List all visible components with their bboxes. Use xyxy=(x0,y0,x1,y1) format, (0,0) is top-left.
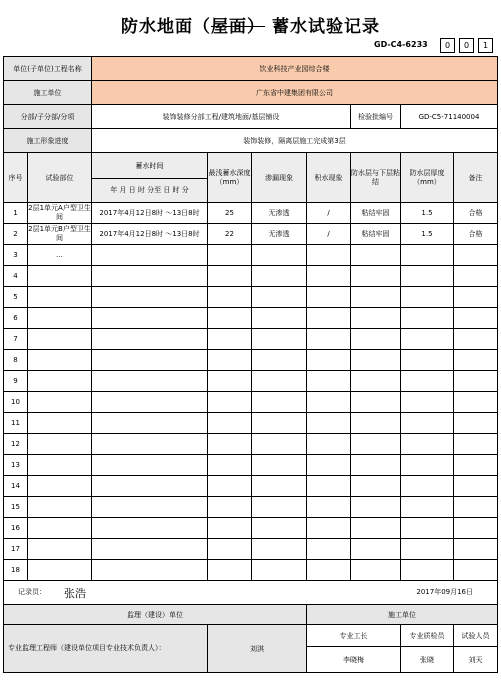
division-label: 分部/子分部/分项 xyxy=(4,105,92,129)
cell-time: 2017年4月12日8时 ～13日8时 xyxy=(92,224,208,245)
cell-leak xyxy=(252,539,307,560)
column-header-row xyxy=(4,153,498,179)
cell-time xyxy=(92,518,208,539)
cell-depth xyxy=(208,350,252,371)
table-row xyxy=(4,539,498,560)
col-depth: 最浅蓄水深度（mm） xyxy=(208,153,252,203)
table-row xyxy=(4,518,498,539)
supervisor-role: 专业监理工程师（建设单位项目专业技术负责人）： xyxy=(4,625,208,673)
cell-bond xyxy=(351,245,401,266)
cell-seq: 7 xyxy=(4,329,28,350)
table-row xyxy=(4,350,498,371)
table-row xyxy=(4,560,498,581)
cell-seq: 10 xyxy=(4,392,28,413)
cell-water xyxy=(307,434,351,455)
tester-label: 试验人员 xyxy=(454,625,498,647)
cell-leak xyxy=(252,329,307,350)
col-time: 蓄水时间 xyxy=(92,153,208,179)
cell-leak: 无渗透 xyxy=(252,224,307,245)
cell-remark xyxy=(454,371,498,392)
cell-location: 2层1单元B户型卫生间 xyxy=(28,224,92,245)
cell-thickness xyxy=(401,287,454,308)
supervisor-name: 刘淇 xyxy=(208,625,307,673)
construction-unit: 施工单位 xyxy=(307,605,498,625)
cell-bond xyxy=(351,329,401,350)
cell-depth xyxy=(208,245,252,266)
cell-location xyxy=(28,266,92,287)
table-row xyxy=(4,392,498,413)
cell-thickness xyxy=(401,455,454,476)
cell-thickness xyxy=(401,560,454,581)
cell-water xyxy=(307,413,351,434)
table-row xyxy=(4,287,498,308)
contractor-value: 广东省中建集团有限公司 xyxy=(92,81,498,105)
cell-remark xyxy=(454,329,498,350)
cell-seq: 3 xyxy=(4,245,28,266)
cell-location: 2层1单元A户型卫生间 xyxy=(28,203,92,224)
cell-depth xyxy=(208,266,252,287)
record-date: 2017年09月16日 xyxy=(416,588,474,596)
cell-water xyxy=(307,476,351,497)
cell-thickness xyxy=(401,476,454,497)
cell-depth xyxy=(208,476,252,497)
cell-seq: 4 xyxy=(4,266,28,287)
col-bond: 防水层与下层粘结 xyxy=(351,153,401,203)
cell-location xyxy=(28,476,92,497)
cell-thickness: 1.5 xyxy=(401,203,454,224)
recorder-name: 张浩 xyxy=(64,587,86,600)
cell-remark: 合格 xyxy=(454,224,498,245)
record-table xyxy=(3,56,498,673)
cell-water xyxy=(307,539,351,560)
cell-seq: 13 xyxy=(4,455,28,476)
cell-time xyxy=(92,392,208,413)
col-remark: 备注 xyxy=(454,153,498,203)
cell-water xyxy=(307,266,351,287)
cell-time xyxy=(92,497,208,518)
cell-bond xyxy=(351,413,401,434)
foreman-label: 专业工长 xyxy=(307,625,401,647)
footer-role-row xyxy=(4,625,498,647)
cell-bond xyxy=(351,392,401,413)
cell-leak xyxy=(252,287,307,308)
cell-depth xyxy=(208,497,252,518)
cell-water xyxy=(307,560,351,581)
cell-seq: 11 xyxy=(4,413,28,434)
col-seq: 序号 xyxy=(4,153,28,203)
cell-remark xyxy=(454,476,498,497)
cell-location xyxy=(28,350,92,371)
cell-leak xyxy=(252,434,307,455)
cell-bond xyxy=(351,539,401,560)
title-strike: 屋面） xyxy=(211,17,266,37)
project-value: 饮业科技产业园综合楼 xyxy=(92,57,498,81)
cell-leak xyxy=(252,497,307,518)
cell-time xyxy=(92,413,208,434)
table-row xyxy=(4,224,498,245)
cell-remark xyxy=(454,455,498,476)
cell-leak xyxy=(252,476,307,497)
cell-depth: 22 xyxy=(208,224,252,245)
cell-bond xyxy=(351,560,401,581)
cell-remark xyxy=(454,413,498,434)
table-row xyxy=(4,203,498,224)
cell-location xyxy=(28,329,92,350)
cell-thickness xyxy=(401,392,454,413)
cell-location xyxy=(28,455,92,476)
cell-bond xyxy=(351,371,401,392)
cell-water xyxy=(307,329,351,350)
cell-seq: 17 xyxy=(4,539,28,560)
cell-leak xyxy=(252,308,307,329)
cell-remark xyxy=(454,539,498,560)
cell-time xyxy=(92,329,208,350)
cell-seq: 15 xyxy=(4,497,28,518)
cell-depth xyxy=(208,413,252,434)
cell-seq: 5 xyxy=(4,287,28,308)
recorder-label: 记录员： xyxy=(18,588,46,596)
inspector-name: 张晓 xyxy=(401,647,454,673)
page-box-1: 0 xyxy=(440,38,455,53)
supervisor-unit: 监理（建设）单位 xyxy=(4,605,307,625)
cell-leak xyxy=(252,266,307,287)
cell-leak xyxy=(252,560,307,581)
cell-seq: 18 xyxy=(4,560,28,581)
cell-leak xyxy=(252,245,307,266)
cell-time xyxy=(92,287,208,308)
cell-remark xyxy=(454,350,498,371)
cell-thickness xyxy=(401,350,454,371)
inspector-label: 专业质检员 xyxy=(401,625,454,647)
cell-remark xyxy=(454,560,498,581)
cell-water xyxy=(307,392,351,413)
data-rows xyxy=(4,203,498,581)
cell-time xyxy=(92,476,208,497)
cell-time xyxy=(92,308,208,329)
cell-time xyxy=(92,434,208,455)
cell-bond xyxy=(351,518,401,539)
cell-seq: 1 xyxy=(4,203,28,224)
cell-water xyxy=(307,287,351,308)
cell-seq: 9 xyxy=(4,371,28,392)
cell-remark: 合格 xyxy=(454,203,498,224)
project-label: 单位(子单位)工程名称 xyxy=(4,57,92,81)
cell-depth xyxy=(208,392,252,413)
cell-location xyxy=(28,434,92,455)
cell-thickness xyxy=(401,518,454,539)
cell-location xyxy=(28,413,92,434)
cell-location xyxy=(28,371,92,392)
col-thickness: 防水层厚度（mm） xyxy=(401,153,454,203)
cell-water xyxy=(307,308,351,329)
cell-seq: 14 xyxy=(4,476,28,497)
cell-water xyxy=(307,245,351,266)
cell-leak xyxy=(252,371,307,392)
cell-bond xyxy=(351,287,401,308)
cell-leak xyxy=(252,392,307,413)
cell-seq: 12 xyxy=(4,434,28,455)
table-row xyxy=(4,371,498,392)
cell-location: … xyxy=(28,245,92,266)
division-value: 装饰装修分部工程/建筑地面/基层铺设 xyxy=(92,105,351,129)
table-row xyxy=(4,308,498,329)
cell-time xyxy=(92,539,208,560)
cell-time xyxy=(92,245,208,266)
cell-depth xyxy=(208,455,252,476)
cell-thickness xyxy=(401,245,454,266)
cell-location xyxy=(28,539,92,560)
cell-remark xyxy=(454,518,498,539)
cell-depth xyxy=(208,287,252,308)
col-time-sub: 年 月 日 时 分至 日 时 分 xyxy=(92,179,208,203)
info-row-project xyxy=(4,57,498,81)
page-title xyxy=(0,12,501,37)
cell-bond xyxy=(351,476,401,497)
cell-depth xyxy=(208,518,252,539)
cell-thickness xyxy=(401,497,454,518)
cell-time xyxy=(92,350,208,371)
cell-remark xyxy=(454,287,498,308)
cell-bond xyxy=(351,455,401,476)
cell-remark xyxy=(454,497,498,518)
title-post: 蓄水试验记录 xyxy=(271,17,380,37)
batch-label: 检验批编号 xyxy=(351,105,401,129)
cell-remark xyxy=(454,434,498,455)
batch-value: GD-C5-71140004 xyxy=(401,105,498,129)
title-pre: 防水地面（ xyxy=(121,17,212,37)
table-row xyxy=(4,245,498,266)
cell-seq: 2 xyxy=(4,224,28,245)
form-code: GD-C4-6233 xyxy=(374,40,428,49)
cell-remark xyxy=(454,392,498,413)
cell-bond: 粘结牢固 xyxy=(351,224,401,245)
cell-water: / xyxy=(307,224,351,245)
col-water: 积水现象 xyxy=(307,153,351,203)
cell-time xyxy=(92,371,208,392)
cell-water: / xyxy=(307,203,351,224)
table-row xyxy=(4,497,498,518)
cell-bond xyxy=(351,497,401,518)
page-box-3: 1 xyxy=(478,38,493,53)
cell-location xyxy=(28,518,92,539)
cell-time xyxy=(92,266,208,287)
footer-header-row xyxy=(4,605,498,625)
recorder-row xyxy=(4,581,498,605)
progress-label: 施工形象进度 xyxy=(4,129,92,153)
cell-location xyxy=(28,392,92,413)
cell-water xyxy=(307,350,351,371)
cell-depth: 25 xyxy=(208,203,252,224)
cell-bond xyxy=(351,266,401,287)
cell-bond xyxy=(351,308,401,329)
table-row xyxy=(4,266,498,287)
cell-location xyxy=(28,308,92,329)
cell-location xyxy=(28,287,92,308)
cell-water xyxy=(307,497,351,518)
cell-bond xyxy=(351,434,401,455)
progress-value: 装饰装修，隔离层施工完成第3层 xyxy=(92,129,498,153)
info-row-division xyxy=(4,105,498,129)
cell-seq: 8 xyxy=(4,350,28,371)
cell-thickness xyxy=(401,539,454,560)
cell-depth xyxy=(208,329,252,350)
cell-leak xyxy=(252,455,307,476)
cell-thickness xyxy=(401,308,454,329)
cell-thickness xyxy=(401,413,454,434)
table-row xyxy=(4,434,498,455)
cell-depth xyxy=(208,560,252,581)
foreman-name: 李晓梅 xyxy=(307,647,401,673)
tester-name: 刘天 xyxy=(454,647,498,673)
cell-bond xyxy=(351,350,401,371)
cell-depth xyxy=(208,539,252,560)
cell-leak xyxy=(252,518,307,539)
info-row-progress xyxy=(4,129,498,153)
cell-location xyxy=(28,497,92,518)
recorder-cell xyxy=(4,581,498,605)
cell-depth xyxy=(208,371,252,392)
cell-leak xyxy=(252,413,307,434)
col-leak: 渗漏现象 xyxy=(252,153,307,203)
cell-water xyxy=(307,455,351,476)
cell-remark xyxy=(454,266,498,287)
cell-time xyxy=(92,560,208,581)
page-box-2: 0 xyxy=(459,38,474,53)
table-row xyxy=(4,455,498,476)
cell-leak: 无渗透 xyxy=(252,203,307,224)
cell-thickness xyxy=(401,266,454,287)
cell-remark xyxy=(454,308,498,329)
cell-depth xyxy=(208,434,252,455)
cell-water xyxy=(307,518,351,539)
table-row xyxy=(4,476,498,497)
cell-leak xyxy=(252,350,307,371)
col-location: 试验部位 xyxy=(28,153,92,203)
cell-time xyxy=(92,455,208,476)
cell-thickness: 1.5 xyxy=(401,224,454,245)
cell-seq: 6 xyxy=(4,308,28,329)
cell-bond: 粘结牢固 xyxy=(351,203,401,224)
table-row xyxy=(4,413,498,434)
cell-thickness xyxy=(401,434,454,455)
cell-thickness xyxy=(401,329,454,350)
cell-seq: 16 xyxy=(4,518,28,539)
cell-location xyxy=(28,560,92,581)
cell-thickness xyxy=(401,371,454,392)
contractor-label: 施工单位 xyxy=(4,81,92,105)
cell-time: 2017年4月12日8时 ～13日8时 xyxy=(92,203,208,224)
cell-water xyxy=(307,371,351,392)
cell-remark xyxy=(454,245,498,266)
table-row xyxy=(4,329,498,350)
cell-depth xyxy=(208,308,252,329)
info-row-contractor xyxy=(4,81,498,105)
